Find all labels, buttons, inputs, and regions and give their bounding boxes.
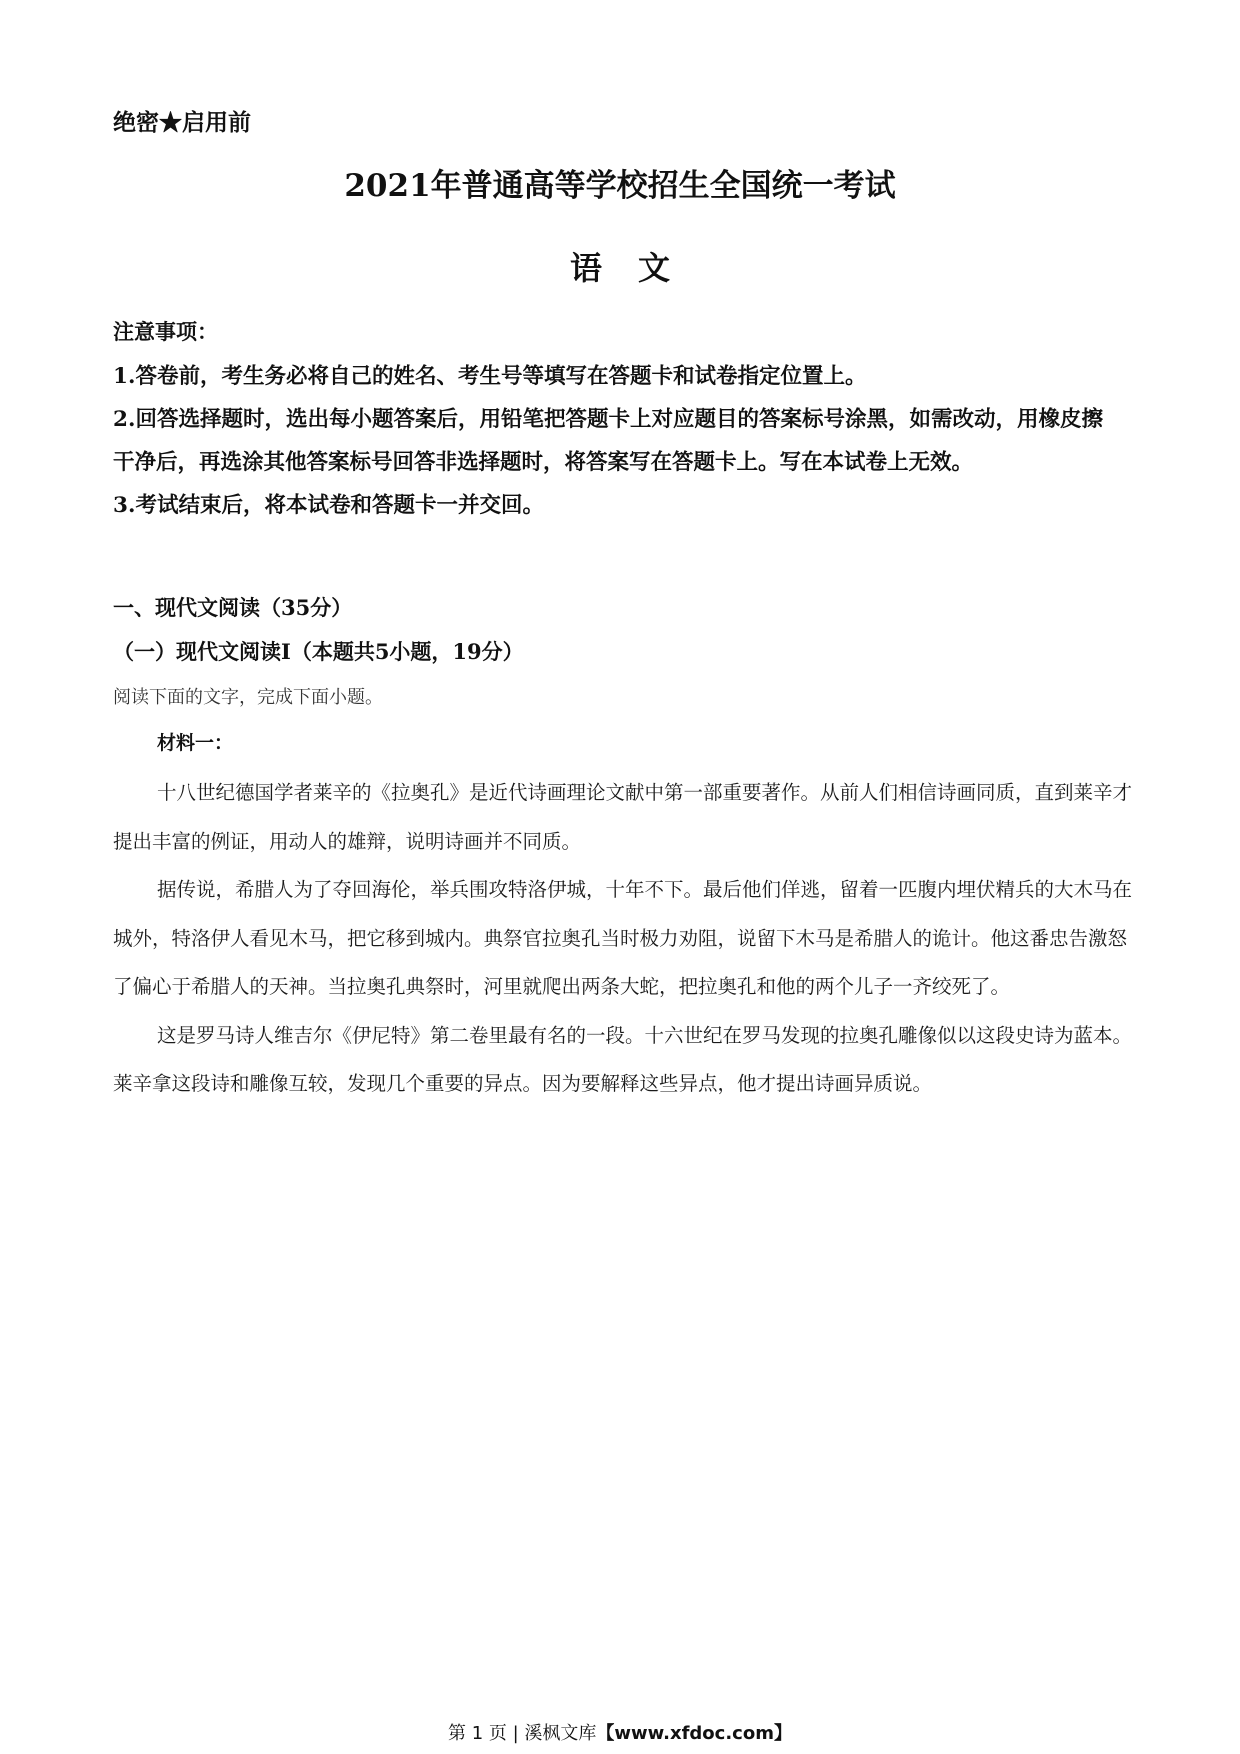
confidential-label: 绝密★启用前 [113,109,251,136]
notice-item: 1.答卷前，考生务必将自己的姓名、考生号等填写在答题卡和试卷指定位置上。 [113,364,867,389]
footer-site-link[interactable]: 【www.xfdoc.com】 [596,1723,792,1744]
material-label: 材料一： [157,732,234,754]
notice-item: 3.考试结束后，将本试卷和答题卡一并交回。 [113,493,544,518]
footer-page-label: 第 1 页 | 溪枫文库 [448,1723,597,1744]
notice-item: 2.回答选择题时，选出每小题答案后，用铅笔把答题卡上对应题目的答案标号涂黑，如需改动，用橡皮擦干净后，再选涂其他答案标号回答非选择题时，将答案写在答题卡上。写在本试卷上无效。 [113,407,1103,475]
notice-list [113,355,1123,527]
subject-title [0,243,1240,289]
exam-title: 2021年普通高等学校招生全国统一考试 [344,168,896,204]
section-heading: 一、现代文阅读（35分） [113,595,353,620]
passage-paragraph: 十八世纪德国学者莱辛的《拉奥孔》是近代诗画理论文献中第一部重要著作。从前人们相信诗画同质，直到莱辛才提出丰富的例证，用动人的雄辩，说明诗画并不同质。 [113,781,1133,853]
page-footer [0,1719,1240,1745]
reading-instruction: 阅读下面的文字，完成下面小题。 [113,687,383,708]
passage-paragraph: 据传说，希腊人为了夺回海伦，举兵围攻特洛伊城，十年不下。最后他们佯逃，留着一匹腹内埋伏精兵的大木马在城外，特洛伊人看见木马，把它移到城内。典祭官拉奥孔当时极力劝阻，说留下木马是希腊人的诡计。他这番忠告激怒了偏心于希腊人的天神。当拉奥孔典祭时，河里就爬出两条大蛇，把拉奥孔和他的两个儿子一齐绞死了。 [113,878,1133,998]
notice-heading: 注意事项： [113,319,218,344]
subsection-heading: （一）现代文阅读Ⅰ（本题共5小题，19分） [113,639,524,664]
reading-passage [113,769,1145,1109]
passage-paragraph: 这是罗马诗人维吉尔《伊尼特》第二卷里最有名的一段。十六世纪在罗马发现的拉奥孔雕像似以这段史诗为蓝本。莱辛拿这段诗和雕像互较，发现几个重要的异点。因为要解释这些异点，他才提出诗画异质说。 [113,1023,1133,1095]
subject-char-2: 文 [638,249,671,287]
subject-char-1: 语 [569,249,602,287]
